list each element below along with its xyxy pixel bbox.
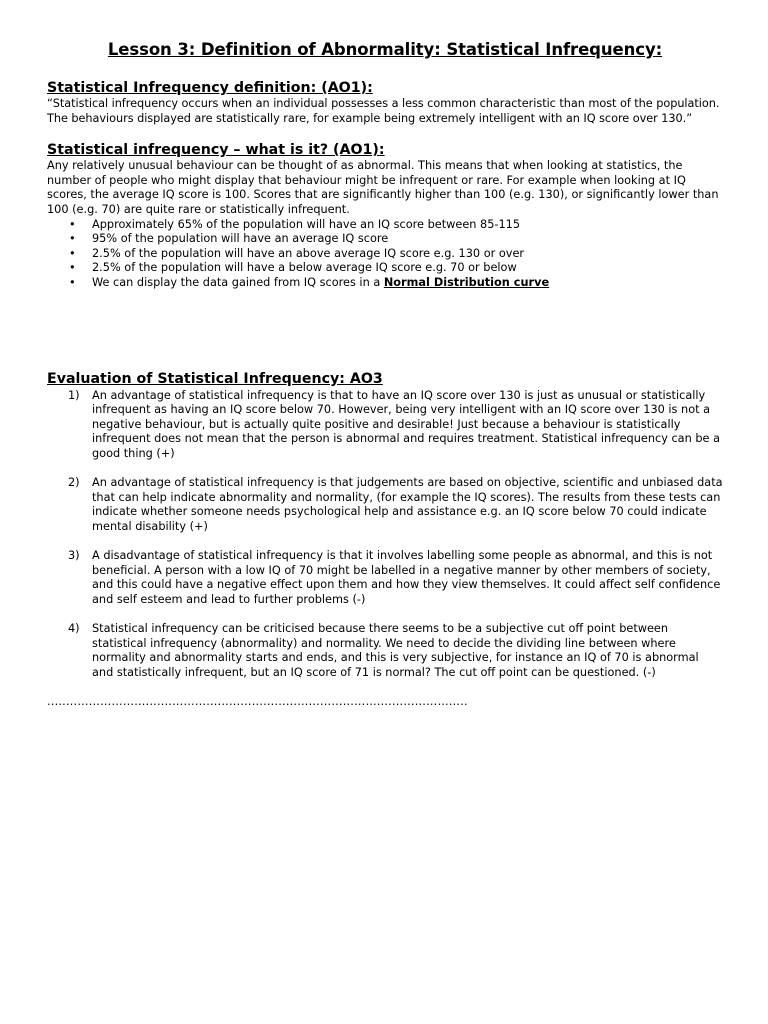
list-item bbox=[47, 389, 723, 462]
item-text: Statistical infrequency can be criticised because there seems to be a subjective cut off point between statistical infrequency (abnormality) and normality. We need to decide the dividing line between where normality and abnormality starts and ends, and this is very subjective, for instance an IQ of 70 is abnormal and statistically infrequent, but an IQ score of 71 is normal? The cut off point can be questioned. (-) bbox=[92, 622, 699, 679]
dotted-line: ............................................................................................................... bbox=[47, 695, 468, 708]
list-item: • Approximately 65% of the population will have an IQ score between 85-115 bbox=[69, 217, 521, 231]
item-number: 3) bbox=[68, 549, 80, 563]
item-number: 1) bbox=[68, 388, 80, 402]
list-item: • We can display the data gained from IQ scores in a Normal Distribution curve bbox=[69, 275, 550, 289]
bullet-icon: • bbox=[69, 261, 76, 275]
item-text: A disadvantage of statistical infrequency is that it involves labelling some people as abnormal, and this is not beneficial. A person with a low IQ of 70 might be labelled in a negative manner by other members of society, and this could have a negative effect upon them and how they view themselves. It could affect self confidence and self esteem and lead to further problems (-) bbox=[92, 549, 721, 606]
what-is-it-text: Any relatively unusual behaviour can be thought of as abnormal. This means that when looking at statistics, the number of people who might display that behaviour might be infrequent or rare. For example when looking at IQ scores, the average IQ score is 100. Scores that are significantly higher than 100 (e.g. 130), or significantly lower than 100 (e.g. 70) are quite rare or statistically infrequent. bbox=[47, 159, 719, 216]
normal-distribution-curve-label: Normal Distribution curve bbox=[383, 275, 550, 289]
document-page bbox=[47, 40, 723, 709]
bullet-icon: • bbox=[69, 217, 76, 231]
list-item bbox=[47, 476, 723, 534]
item-text: An advantage of statistical infrequency is that judgements are based on objective, scientific and unbiased data that can help indicate abnormality and normality, (for example the IQ scores). The results from these tests can indicate whether someone needs psychological help and assistance e.g. an IQ score below 70 could indicate mental disability (+) bbox=[92, 476, 723, 533]
list-item: • 95% of the population will have an average IQ score bbox=[69, 232, 389, 246]
evaluation-section bbox=[47, 371, 723, 709]
evaluation-list bbox=[47, 389, 723, 681]
bullet-icon: • bbox=[69, 246, 76, 260]
list-item bbox=[47, 549, 723, 607]
bullet-icon: • bbox=[69, 232, 76, 246]
item-number: 4) bbox=[68, 622, 80, 636]
list-item: • 2.5% of the population will have an above average IQ score e.g. 130 or over bbox=[69, 246, 525, 260]
bullet-icon: • bbox=[69, 275, 76, 289]
page-title: Lesson 3: Definition of Abnormality: Statistical Infrequency: bbox=[107, 40, 663, 59]
definition-text: “Statistical infrequency occurs when an individual possesses a less common characteristic than most of the population. The behaviours displayed are statistically rare, for example being extremely intelligent with an IQ score over 130.” bbox=[47, 97, 720, 125]
evaluation-heading: Evaluation of Statistical Infrequency: AO3 bbox=[47, 370, 383, 387]
what-is-it-heading: Statistical infrequency – what is it? (AO1): bbox=[47, 142, 385, 159]
definition-section bbox=[47, 80, 723, 126]
item-text: An advantage of statistical infrequency is that to have an IQ score over 130 is just as unusual or statistically infrequent as having an IQ score below 70. However, being very intelligent with an IQ score over 130 is not a negative behaviour, but is actually quite positive and desirable! Just because a behaviour is statistically infrequent does not mean that the person is abnormal and requires treatment. Statistical infrequency can be a good thing (+) bbox=[92, 388, 720, 460]
what-is-it-section bbox=[47, 142, 723, 290]
definition-heading: Statistical Infrequency definition: (AO1): bbox=[47, 80, 373, 96]
list-item bbox=[47, 622, 723, 680]
list-item: • 2.5% of the population will have a below average IQ score e.g. 70 or below bbox=[69, 261, 517, 275]
statistics-bullet-list bbox=[47, 218, 723, 291]
item-number: 2) bbox=[68, 476, 80, 490]
